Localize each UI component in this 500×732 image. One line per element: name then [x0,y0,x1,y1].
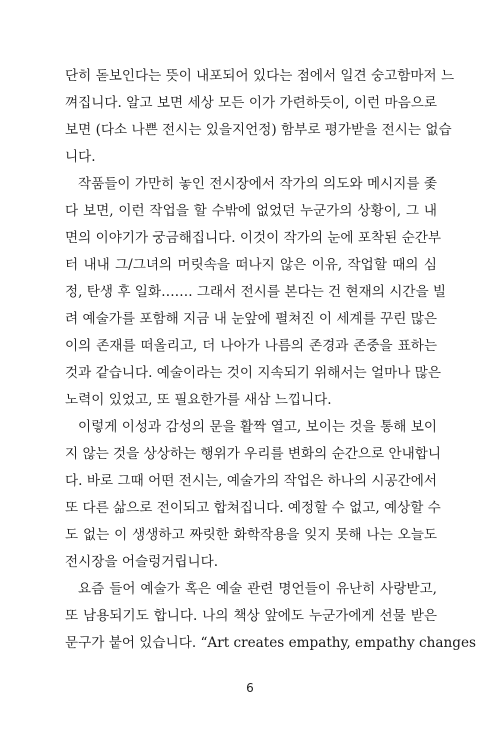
page-number: 6 [246,681,254,695]
text-line: 문구가 붙어 있습니다. “Art creates empathy, empathy changes [65,635,476,651]
paragraph-3 [65,414,441,576]
text-line: 다. 바로 그때 어떤 전시는, 예술가의 작업은 하나의 시공간에서 [65,473,437,489]
paragraph-2 [65,171,447,414]
text-line: 면의 이야기가 궁금해집니다. 이것이 작가의 눈에 포착된 순간부 [65,230,441,246]
text-line: 이렇게 이성과 감성의 문을 활짝 열고, 보이는 것을 통해 보이 [78,419,437,435]
text-line: 껴집니다. 알고 보면 세상 모든 이가 가련하듯이, 이런 마음으로 [65,95,437,111]
text-line: 또 다른 삶으로 전이되고 합쳐집니다. 예정할 수 없고, 예상할 수 [65,500,441,516]
text-line: 또 남용되기도 합니다. 나의 책상 앞에도 누군가에게 선물 받은 [65,608,437,624]
text-line: 니다. [65,149,96,165]
text-line: 터 내내 그/그녀의 머릿속을 떠나지 않은 이유, 작업할 때의 심 [65,257,437,273]
text-line: 지 않는 것을 상상하는 행위가 우리를 변화의 순간으로 안내합니 [65,446,441,462]
paragraph-4 [65,576,476,657]
text-line: 이의 존재를 떠올리고, 더 나아가 나름의 존경과 존중을 표하는 [65,338,437,354]
text-line: 다 보면, 이런 작업을 할 수밖에 없었던 누군가의 상황이, 그 내 [65,203,437,219]
text-line: 정, 탄생 후 일화……. 그래서 전시를 본다는 건 현재의 시간을 빌 [65,284,447,300]
page-body [65,63,476,657]
text-line: 노력이 있었고, 또 필요한가를 새삼 느낍니다. [65,392,332,408]
text-line: 것과 같습니다. 예술이라는 것이 지속되기 위해서는 얼마나 많은 [65,365,441,381]
text-line: 려 예술가를 포함해 지금 내 눈앞에 펼쳐진 이 세계를 꾸린 많은 [65,311,437,327]
text-line: 작품들이 가만히 놓인 전시장에서 작가의 의도와 메시지를 좇 [78,176,437,192]
text-line: 전시장을 어슬렁거립니다. [65,554,219,570]
text-line: 보면 (다소 나쁜 전시는 있을지언정) 함부로 평가받을 전시는 없습 [65,122,452,138]
text-line: 단히 돋보인다는 뜻이 내포되어 있다는 점에서 일견 숭고함마저 느 [65,68,455,84]
text-line: 요즘 들어 예술가 혹은 예술 관련 명언들이 유난히 사랑받고, [78,581,437,597]
text-line: 도 없는 이 생생하고 짜릿한 화학작용을 잊지 못해 나는 오늘도 [65,527,437,543]
paragraph-1 [65,63,455,171]
